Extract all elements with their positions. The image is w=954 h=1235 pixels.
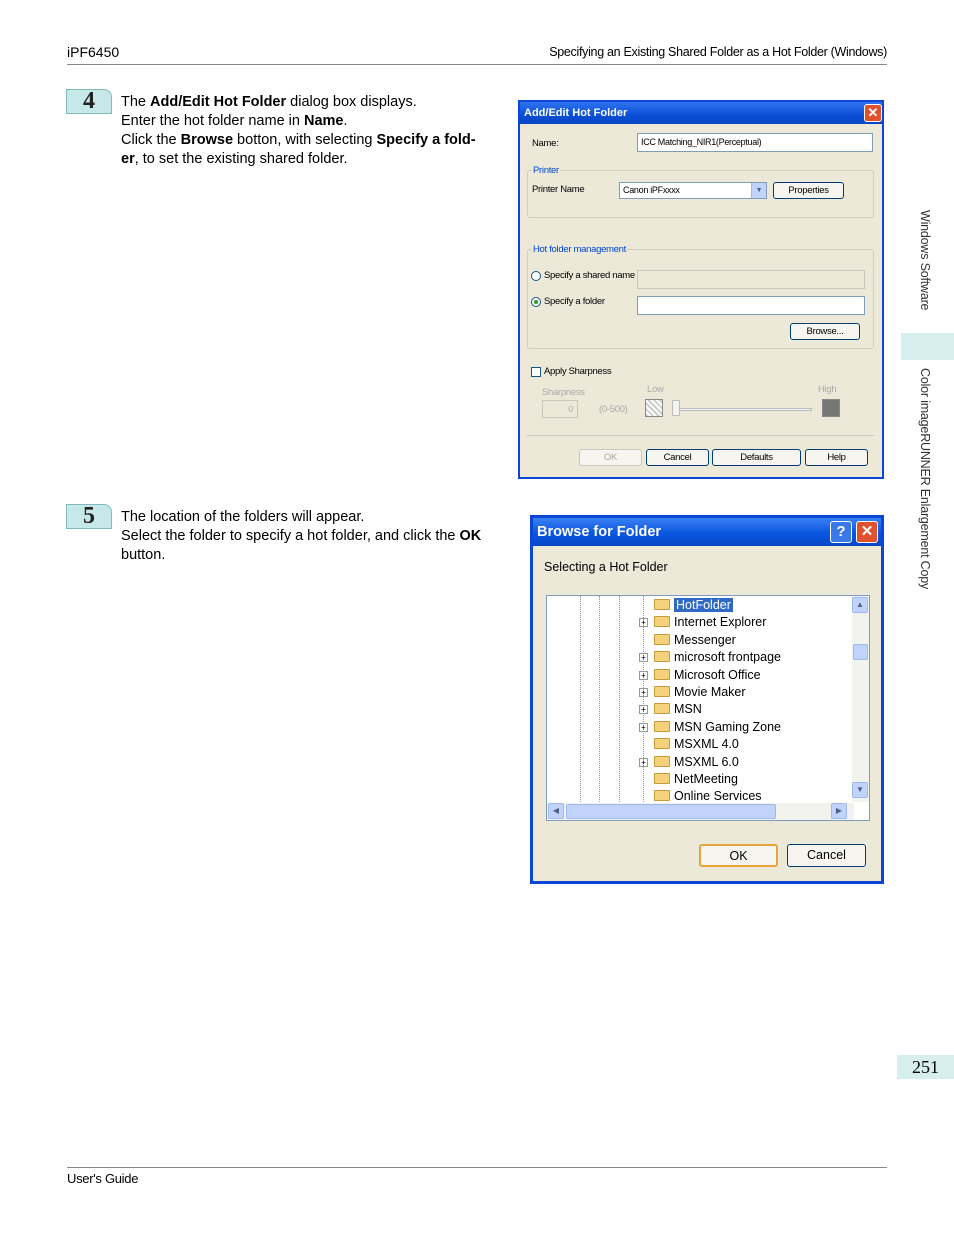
printer-name-select[interactable]: Canon iPFxxxx ▼ — [619, 182, 767, 199]
vertical-scroll-thumb[interactable] — [853, 644, 868, 660]
step-5-badge: 5 — [66, 504, 112, 529]
folder-icon — [654, 703, 670, 714]
printer-group-label: Printer — [533, 165, 559, 176]
tree-item-label: NetMeeting — [674, 772, 738, 786]
sharpness-value: 0 — [542, 400, 578, 418]
tree-item[interactable] — [639, 667, 761, 685]
tree-item[interactable] — [639, 597, 733, 615]
scroll-right-icon[interactable]: ▶ — [831, 803, 847, 819]
expand-icon[interactable]: + — [639, 688, 648, 697]
name-field[interactable]: ICC Matching_NIR1(Perceptual) — [637, 133, 873, 152]
horizontal-scroll-thumb[interactable] — [566, 804, 776, 819]
dialog-title: Browse for Folder — [533, 518, 881, 546]
specify-shared-label: Specify a shared name — [544, 270, 635, 281]
ok-button[interactable]: OK — [579, 449, 642, 466]
tree-item[interactable] — [639, 684, 746, 702]
shared-name-field — [637, 270, 865, 289]
chevron-down-icon: ▼ — [751, 183, 766, 198]
specify-folder-radio[interactable] — [531, 297, 541, 307]
help-button[interactable]: Help — [805, 449, 868, 466]
expand-icon[interactable]: + — [639, 618, 648, 627]
apply-sharpness-checkbox[interactable] — [531, 367, 541, 377]
scroll-down-icon[interactable]: ▼ — [852, 782, 868, 798]
tree-guide — [580, 596, 581, 802]
folder-icon — [654, 616, 670, 627]
cancel-button[interactable]: Cancel — [646, 449, 709, 466]
expand-icon[interactable]: + — [639, 653, 648, 662]
folder-icon — [654, 669, 670, 680]
hot-folder-group-label: Hot folder management — [533, 244, 626, 255]
side-section: Color imageRUNNER Enlargement Copy — [918, 368, 932, 590]
tree-item[interactable] — [639, 719, 781, 737]
scroll-left-icon[interactable]: ◀ — [548, 803, 564, 819]
folder-icon — [654, 738, 670, 749]
expand-icon[interactable]: + — [639, 705, 648, 714]
header-section-title: Specifying an Existing Shared Folder as a Hot Folder (Windows) — [549, 45, 887, 59]
printer-name-label: Printer Name — [532, 184, 585, 195]
folder-icon — [654, 721, 670, 732]
tree-item-label: MSXML 6.0 — [674, 754, 739, 769]
tree-item-label: MSXML 4.0 — [674, 737, 739, 752]
folder-icon — [654, 756, 670, 767]
apply-sharpness-label: Apply Sharpness — [544, 366, 612, 377]
high-label: High — [818, 384, 837, 395]
browse-button[interactable]: Browse... — [790, 323, 860, 340]
close-icon[interactable]: ✕ — [864, 104, 882, 122]
tree-item-label: MSN — [674, 702, 702, 717]
horizontal-scrollbar[interactable] — [547, 803, 854, 820]
browse-for-folder-dialog — [530, 515, 884, 884]
tree-item-label: Internet Explorer — [674, 615, 767, 630]
scroll-up-icon[interactable]: ▲ — [852, 597, 868, 613]
folder-icon — [654, 773, 670, 784]
specify-folder-label: Specify a folder — [544, 296, 605, 307]
help-icon[interactable]: ? — [830, 521, 852, 543]
header-model: iPF6450 — [67, 44, 120, 60]
cancel-button[interactable]: Cancel — [787, 844, 866, 867]
tree-guide — [599, 596, 600, 802]
header-rule — [67, 64, 887, 65]
folder-path-field[interactable] — [637, 296, 865, 315]
name-label: Name: — [532, 138, 559, 149]
sharpness-slider-track — [672, 408, 812, 411]
side-chapter: Windows Software — [918, 210, 932, 311]
tree-item[interactable] — [639, 771, 738, 789]
expand-icon[interactable]: + — [639, 723, 648, 732]
tree-item-label: MSN Gaming Zone — [674, 719, 781, 734]
step-4-badge: 4 — [66, 89, 112, 114]
dialog-title: Add/Edit Hot Folder — [520, 102, 882, 124]
footer-rule — [67, 1167, 887, 1168]
tree-item-label: Messenger — [674, 632, 736, 647]
tree-item[interactable] — [639, 736, 739, 754]
folder-icon — [654, 651, 670, 662]
dialog-divider — [527, 435, 874, 436]
expand-icon[interactable]: + — [639, 671, 648, 680]
tree-item-label: microsoft frontpage — [674, 650, 781, 665]
high-sharpness-icon — [822, 399, 840, 417]
page-number: 251 — [897, 1055, 954, 1079]
folder-icon — [654, 686, 670, 697]
low-label: Low — [647, 384, 664, 395]
sharpness-slider-thumb — [672, 400, 680, 416]
tree-item[interactable] — [639, 649, 781, 667]
step-4-text: The Add/Edit Hot Folder dialog box displays. Enter the hot folder name in Name. Click the Browse botton, with selecting Specify a fold- er, to set the existing shared folder. — [121, 94, 476, 167]
folder-icon — [654, 790, 670, 801]
tree-item[interactable] — [639, 614, 766, 632]
step-5-text: The location of the folders will appear. Select the folder to specify a hot folder, and click the OK button. — [121, 509, 482, 563]
sharpness-label: Sharpness — [542, 387, 585, 398]
tree-item-label: HotFolder — [676, 598, 731, 612]
sharpness-range: (0-500) — [599, 404, 628, 415]
properties-button[interactable]: Properties — [773, 182, 844, 199]
low-sharpness-icon — [645, 399, 663, 417]
ok-button[interactable]: OK — [699, 844, 778, 867]
defaults-button[interactable]: Defaults — [712, 449, 801, 466]
specify-shared-radio[interactable] — [531, 271, 541, 281]
tree-item[interactable] — [639, 632, 736, 650]
folder-tree[interactable] — [546, 595, 870, 821]
close-icon[interactable]: ✕ — [856, 521, 878, 543]
expand-icon[interactable]: + — [639, 758, 648, 767]
tree-item-label: Online Services — [674, 789, 762, 804]
tree-item[interactable] — [639, 754, 739, 772]
folder-icon — [654, 599, 670, 610]
vertical-scrollbar[interactable] — [852, 596, 869, 802]
tree-item-label: Movie Maker — [674, 685, 746, 699]
folder-icon — [654, 634, 670, 645]
browse-prompt: Selecting a Hot Folder — [544, 560, 668, 574]
add-edit-hot-folder-dialog — [518, 100, 884, 479]
side-tab-marker — [901, 333, 954, 360]
tree-guide — [619, 596, 620, 802]
footer-guide-name: User's Guide — [67, 1171, 139, 1186]
tree-item[interactable] — [639, 701, 702, 719]
tree-item-label: Microsoft Office — [674, 667, 761, 682]
